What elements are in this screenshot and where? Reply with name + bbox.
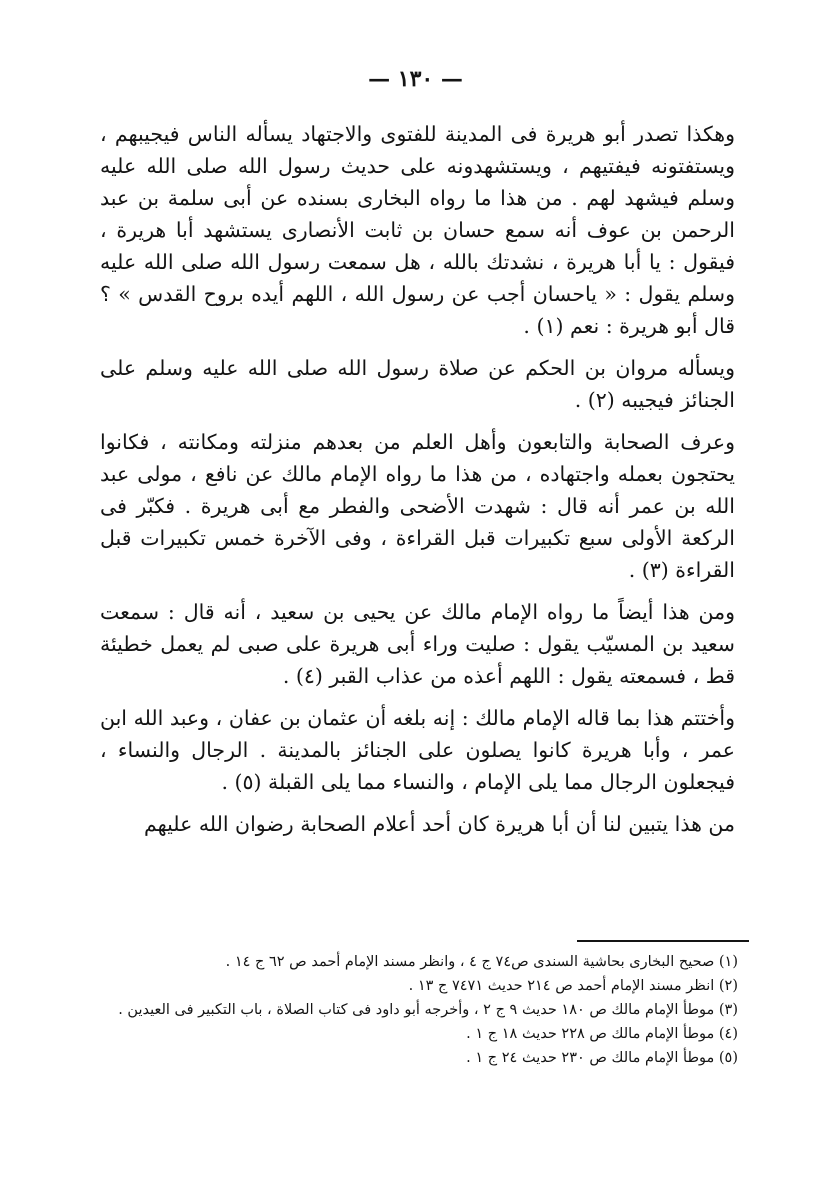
paragraph: وعرف الصحابة والتابعون وأهل العلم من بعدهم منزلته ومكانته ، فكانوا يحتجون بعمله واجتهاده ، من هذا ما رواه الإمام مالك عن نافع ، مولى عبد الله بن عمر أنه قال : شهدت الأضحى والفطر مع أبى هريرة . فكبّر فى الركعة الأولى سبع تكبيرات قبل القراءة ، وفى الآخرة خمس تكبيرات قبل القراءة (٣) .	[100, 430, 735, 582]
paragraph: من هذا يتبين لنا أن أبا هريرة كان أحد أعلام الصحابة رضوان الله عليهم	[144, 812, 735, 836]
paragraph: ومن هذا أيضاً ما رواه الإمام مالك عن يحيى بن سعيد ، أنه قال : سمعت سعيد بن المسيّب يقول : صليت وراء أبى هريرة على صبى لم يعمل خطيئة قط ، فسمعته يقول : اللهم أعذه من عذاب القبر (٤) .	[100, 600, 735, 688]
footnote: (١) صحيح البخارى بحاشية السندى ص٧٤ ج ٤ ، وانظر مسند الإمام أحمد ص ٦٢ ج ١٤ .	[225, 954, 738, 970]
footnote: (٤) موطأ الإمام مالك ص ٢٢٨ حديث ١٨ ج ١ .	[466, 1026, 738, 1042]
paragraph: وهكذا تصدر أبو هريرة فى المدينة للفتوى والاجتهاد يسأله الناس فيجيبهم ، ويستفتونه فيفتيهم ، ويستشهدونه على حديث رسول الله صلى الله عليه وسلم فيشهد لهم . من هذا ما رواه البخارى بسنده عن أبى سلمة بن عبد الرحمن بن عوف أنه سمع حسان بن ثابت الأنصارى يستشهد أبا هريرة ، فيقول : يا أبا هريرة ، نشدتك بالله ، هل سمعت رسول الله صلى الله عليه وسلم يقول : « ياحسان أجب عن رسول الله ، اللهم أيده بروح القدس » ؟ قال أبو هريرة : نعم (١) .	[100, 122, 735, 338]
page-number: — ١٣٠ —	[368, 66, 463, 92]
main-text	[100, 118, 735, 850]
footnote: (٣) موطأ الإمام مالك ص ١٨٠ حديث ٩ ج ٢ ، وأخرجه أبو داود فى كتاب الصلاة ، باب التكبير فى العيدين .	[118, 1002, 738, 1018]
footnote: (٢) انظر مسند الإمام أحمد ص ٢١٤ حديث ٧٤٧١ ج ١٣ .	[408, 978, 738, 994]
footnotes	[92, 950, 738, 1070]
footnote: (٥) موطأ الإمام مالك ص ٢٣٠ حديث ٢٤ ج ١ .	[466, 1050, 738, 1066]
paragraph: ويسأله مروان بن الحكم عن صلاة رسول الله صلى الله عليه وسلم على الجنائز فيجيبه (٢) .	[100, 356, 735, 412]
footnote-divider	[577, 940, 749, 942]
paragraph: وأختتم هذا بما قاله الإمام مالك : إنه بلغه أن عثمان بن عفان ، وعبد الله ابن عمر ، وأبا هريرة كانوا يصلون على الجنائز بالمدينة . الرجال والنساء ، فيجعلون الرجال مما يلى الإمام ، والنساء مما يلى القبلة (٥) .	[100, 706, 735, 794]
